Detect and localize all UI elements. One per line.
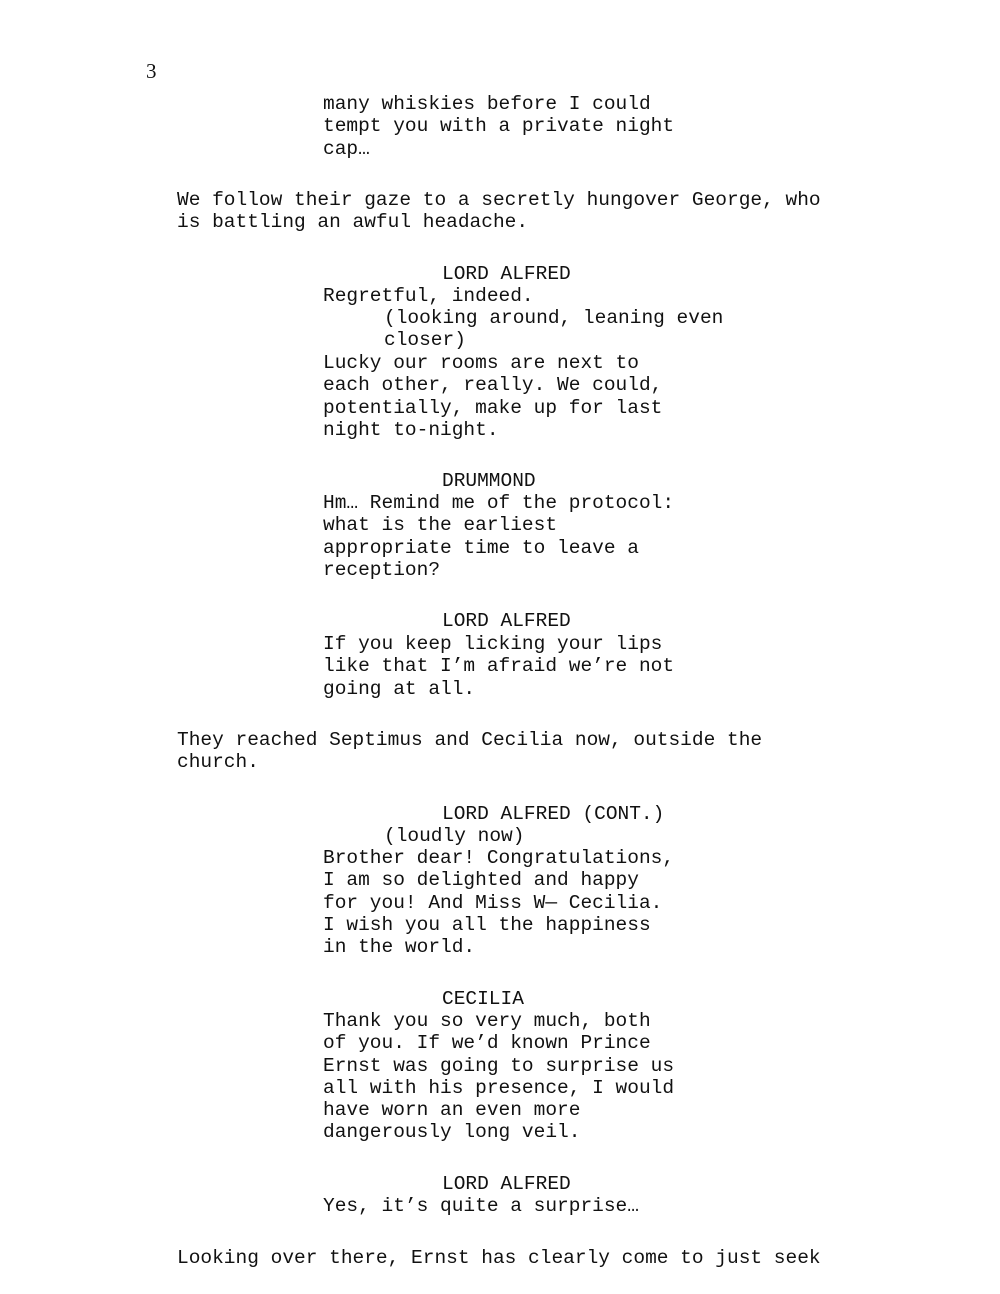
dialogue-line: tempt you with a private night: [323, 115, 675, 138]
page-number: 3: [146, 59, 157, 83]
dialogue-line: Ernst was going to surprise us: [323, 1054, 675, 1077]
dialogue-line: Hm… Remind me of the protocol:: [323, 492, 675, 514]
dialogue-block: [323, 492, 674, 581]
dialogue-block: [323, 633, 674, 700]
dialogue-line: Brother dear! Congratulations,: [323, 847, 675, 869]
dialogue-line: I wish you all the happiness: [323, 913, 651, 936]
parenthetical: [384, 307, 723, 352]
dialogue-line: in the world.: [323, 936, 476, 959]
dialogue-block: [323, 93, 674, 160]
action-line: We follow their gaze to a secretly hungover George, who: [177, 189, 821, 211]
character-name: LORD ALFRED: [442, 1173, 571, 1195]
dialogue-line: going at all.: [323, 677, 476, 700]
dialogue-line: Yes, it’s quite a surprise…: [323, 1195, 639, 1217]
dialogue-line: of you. If we’d known Prince: [323, 1032, 651, 1055]
dialogue-line: for you! And Miss W— Cecilia.: [323, 891, 663, 914]
dialogue-line: Lucky our rooms are next to: [323, 352, 639, 374]
dialogue-line: potentially, make up for last: [323, 396, 663, 419]
dialogue-line: what is the earliest: [323, 514, 558, 537]
action-line: Looking over there, Ernst has clearly come to just seek: [177, 1247, 821, 1269]
dialogue-line: cap…: [323, 137, 370, 160]
dialogue-line: each other, really. We could,: [323, 374, 663, 397]
dialogue-block: [323, 1010, 674, 1144]
character-name: CECILIA: [442, 988, 524, 1010]
dialogue-block: [323, 285, 534, 307]
dialogue-line: Regretful, indeed.: [323, 285, 534, 307]
dialogue-line: If you keep licking your lips: [323, 633, 663, 655]
action-line: is battling an awful headache.: [177, 211, 529, 234]
dialogue-block: [323, 847, 674, 958]
dialogue-line: I am so delighted and happy: [323, 869, 639, 892]
dialogue-line: all with his presence, I would: [323, 1076, 675, 1099]
character-name: DRUMMOND: [442, 470, 536, 492]
dialogue-line: dangerously long veil.: [323, 1121, 581, 1144]
action-block: [177, 1247, 821, 1269]
character-name: LORD ALFRED: [442, 263, 571, 285]
action-line: They reached Septimus and Cecilia now, outside the: [177, 729, 763, 751]
action-line: church.: [177, 751, 259, 774]
character-name: LORD ALFRED: [442, 610, 571, 632]
character-name: LORD ALFRED (CONT.): [442, 803, 665, 825]
dialogue-line: night to-night.: [323, 418, 499, 441]
dialogue-block: [323, 352, 662, 441]
parenthetical: [384, 825, 524, 847]
dialogue-line: have worn an even more: [323, 1099, 581, 1122]
dialogue-block: [323, 1195, 639, 1217]
parenthetical-line: closer): [384, 329, 466, 352]
action-block: [177, 729, 762, 774]
dialogue-line: Thank you so very much, both: [323, 1010, 651, 1032]
dialogue-line: many whiskies before I could: [323, 93, 651, 115]
action-block: [177, 189, 821, 234]
dialogue-line: reception?: [323, 558, 441, 581]
dialogue-line: appropriate time to leave a: [323, 536, 639, 559]
parenthetical-line: (looking around, leaning even: [384, 307, 724, 329]
parenthetical-line: (loudly now): [384, 825, 525, 847]
dialogue-line: like that I’m afraid we’re not: [323, 655, 675, 678]
